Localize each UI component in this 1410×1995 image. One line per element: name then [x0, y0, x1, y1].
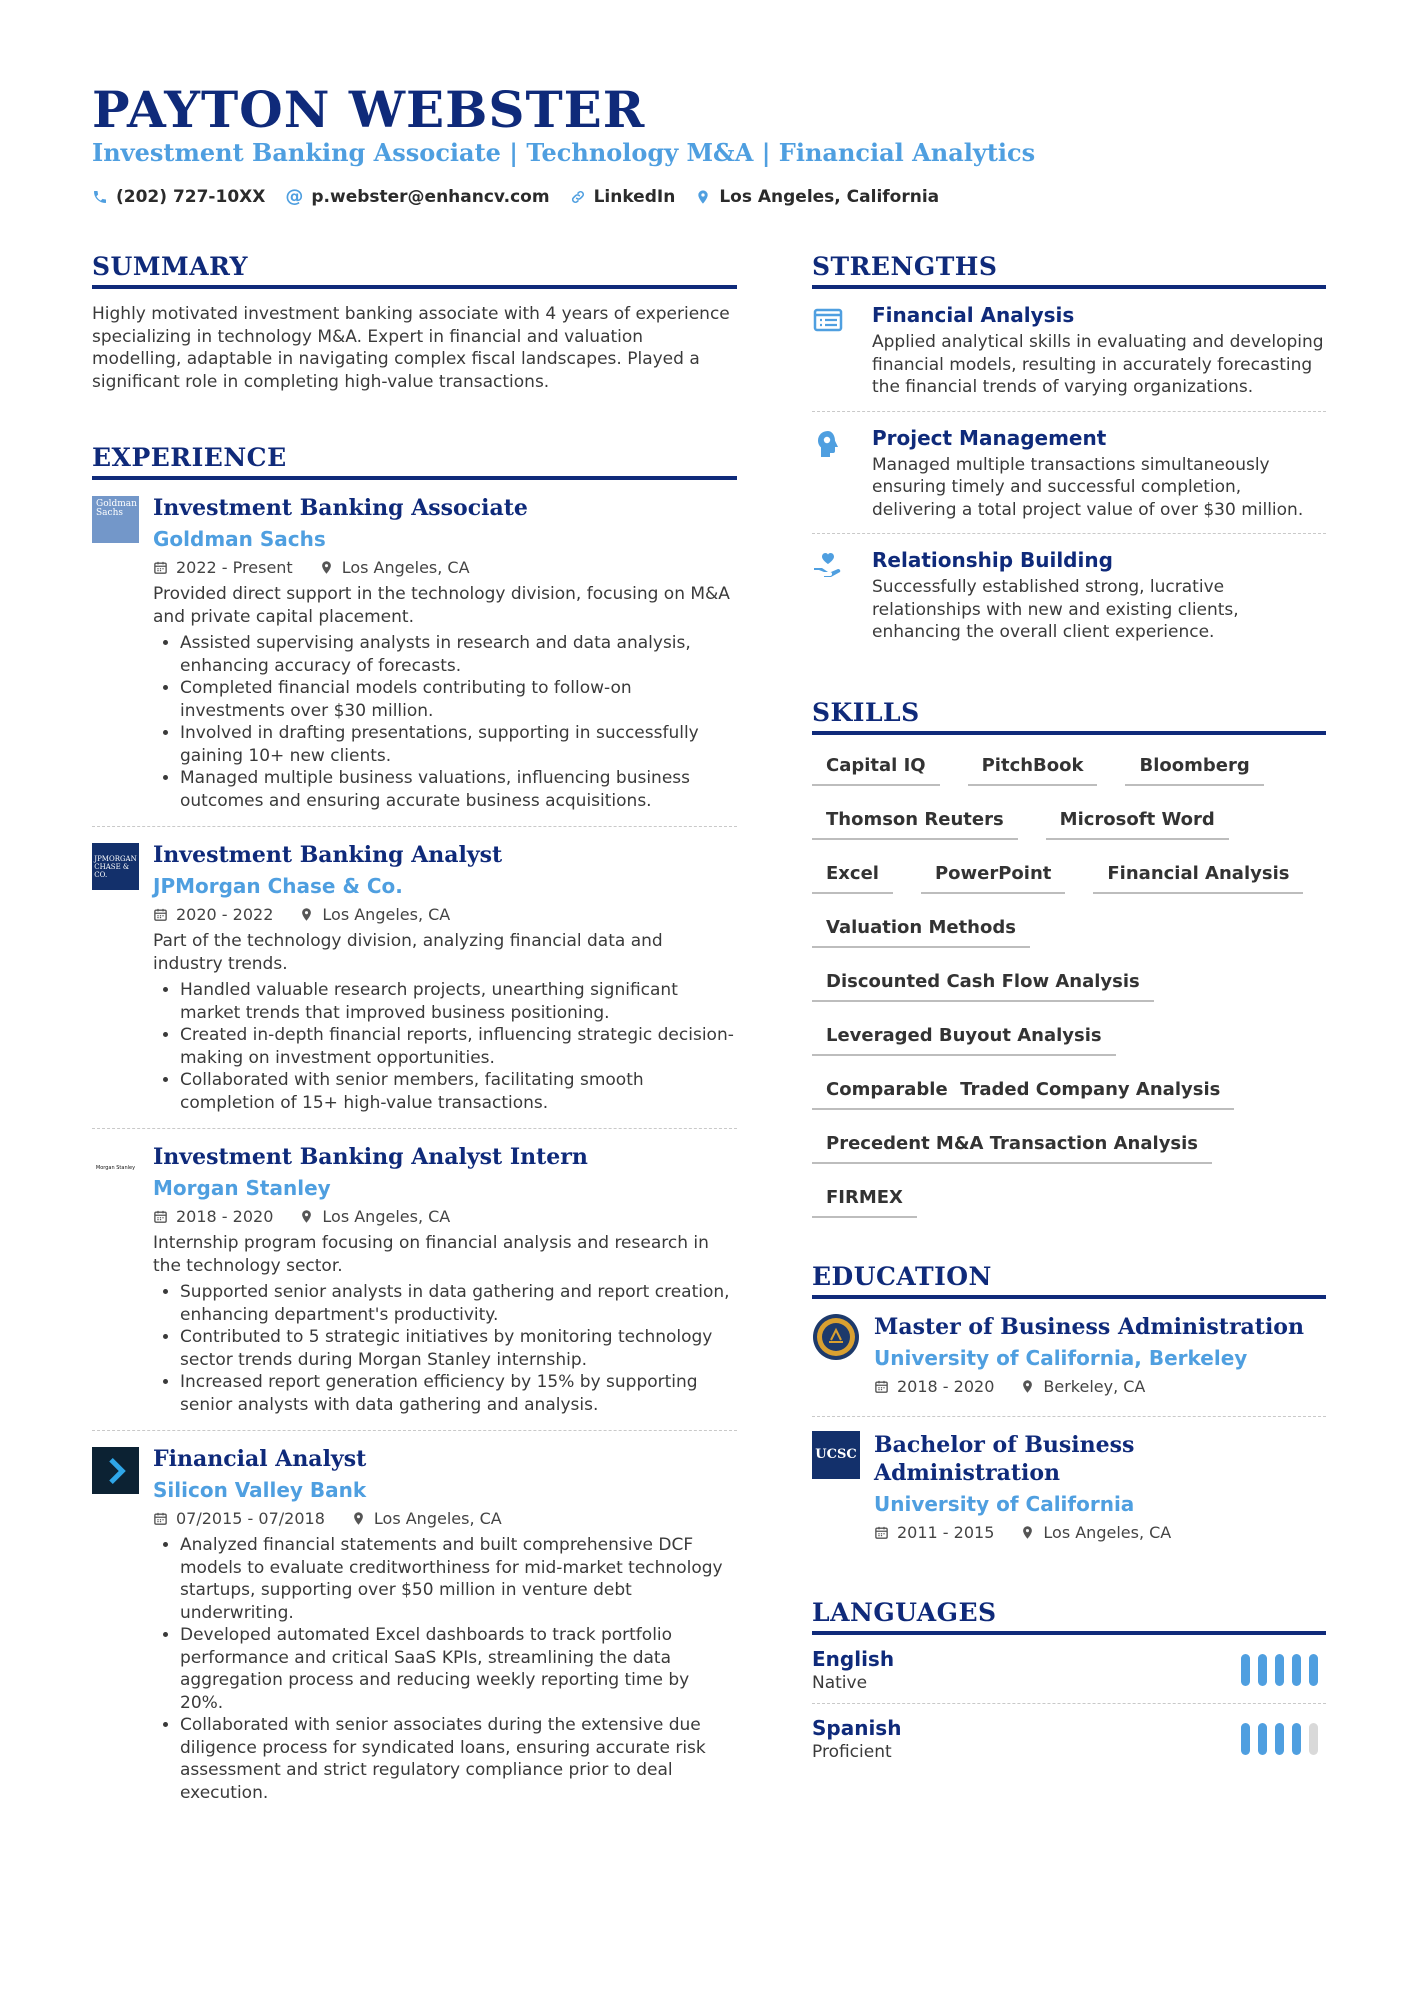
date-range: 07/2015 - 07/2018: [176, 1509, 325, 1528]
candidate-name: PAYTON WEBSTER: [92, 80, 646, 139]
strength-text: Managed multiple transactions simultaneously ensuring timely and successful completion, delivering a total project value of over $30 million.: [872, 454, 1304, 520]
date-range: 2011 - 2015: [897, 1522, 995, 1542]
education-title: EDUCATION: [812, 1262, 1326, 1299]
location-pin-icon: [351, 1511, 366, 1526]
education-meta: [874, 1377, 1304, 1396]
location-pin-icon: [1020, 1525, 1035, 1540]
skill-tag: PowerPoint: [921, 863, 1065, 894]
skill-tag: Thomson Reuters: [812, 809, 1018, 840]
strength-title: Project Management: [872, 425, 1107, 450]
date-range: 2020 - 2022: [176, 905, 274, 924]
company-name: Silicon Valley Bank: [153, 1478, 367, 1502]
bullet-item: • Increased report generation efficiency by 15% by supporting senior analysts with data gathering and analysis.: [180, 1371, 737, 1416]
summary-section: [92, 252, 737, 393]
hand-heart-icon: [812, 550, 844, 582]
skill-tag: Capital IQ: [812, 755, 940, 786]
strengths-section: [812, 252, 1326, 656]
skills-section: [812, 698, 1326, 1218]
rating-bar: [1309, 1654, 1318, 1686]
rating-bar: [1309, 1723, 1318, 1755]
calendar-icon: [874, 1525, 889, 1540]
role-title: Investment Banking Analyst: [153, 842, 503, 868]
location-pin-icon: [695, 189, 711, 205]
chevron-right-icon: [101, 1456, 131, 1486]
bullet-item: • Collaborated with senior associates during the extensive due diligence process for syndicated loans, ensuring accurate risk assessment and strict regulatory compliance prior to deal execution.: [180, 1714, 737, 1804]
rating-bar: [1258, 1654, 1267, 1686]
language-item: [812, 1635, 1326, 1704]
rating-bar: [1275, 1654, 1284, 1686]
jpmorgan-logo: JPMORGAN CHASE & CO.: [92, 843, 139, 890]
language-rating: [1241, 1654, 1318, 1686]
job-description: Part of the technology division, analyzing financial data and industry trends.: [153, 931, 663, 974]
role-title: Financial Analyst: [153, 1446, 367, 1472]
language-name: English: [812, 1646, 895, 1671]
education-item: [812, 1299, 1326, 1417]
role-title: Investment Banking Analyst Intern: [153, 1144, 588, 1170]
strength-title: Relationship Building: [872, 548, 1113, 572]
calendar-icon: [153, 907, 168, 922]
skill-tag: Valuation Methods: [812, 917, 1030, 948]
experience-section: [92, 443, 737, 1818]
job-description: Internship program focusing on financial analysis and research in the technology sector.: [153, 1233, 709, 1276]
skill-tag: Microsoft Word: [1046, 809, 1229, 840]
experience-item: [92, 480, 737, 827]
calendar-icon: [153, 560, 168, 575]
company-name: Morgan Stanley: [153, 1176, 331, 1200]
job-location: Los Angeles, CA: [373, 1509, 502, 1528]
company-name: Goldman Sachs: [153, 527, 326, 551]
degree-title: Bachelor of Business Administration: [874, 1431, 1135, 1486]
company-name: JPMorgan Chase & Co.: [153, 874, 403, 898]
degree-title: Master of Business Administration: [874, 1313, 1304, 1340]
skill-tag: Leveraged Buyout Analysis: [812, 1025, 1116, 1056]
school-location: Berkeley, CA: [1043, 1376, 1146, 1396]
experience-title: EXPERIENCE: [92, 443, 737, 480]
location-pin-icon: [299, 907, 314, 922]
list-icon: [812, 305, 844, 337]
skill-tag: Excel: [812, 863, 893, 894]
education-section: [812, 1262, 1326, 1562]
skill-tag: FIRMEX: [812, 1187, 917, 1218]
languages-section: [812, 1598, 1326, 1772]
language-rating: [1241, 1723, 1318, 1755]
ucsc-logo: UCSC: [812, 1431, 860, 1479]
rating-bar: [1292, 1654, 1301, 1686]
language-level: Native: [812, 1672, 868, 1693]
calendar-icon: [874, 1379, 889, 1394]
skill-tag: PitchBook: [968, 755, 1098, 786]
experience-meta: [153, 558, 737, 577]
rating-bar: [1275, 1723, 1284, 1755]
school-location: Los Angeles, CA: [1043, 1522, 1172, 1542]
phone-contact[interactable]: [92, 187, 265, 207]
experience-item: [92, 1129, 737, 1431]
phone-icon: [92, 189, 108, 205]
role-title: Investment Banking Associate: [153, 495, 528, 521]
bullet-item: • Supported senior analysts in data gathering and report creation, enhancing department's productivity.: [180, 1281, 737, 1326]
skills-list: [812, 755, 1326, 1218]
bullet-item: • Handled valuable research projects, unearthing significant market trends that improved business positioning.: [180, 979, 737, 1024]
experience-meta: [153, 1509, 737, 1528]
strength-title: Financial Analysis: [872, 303, 1075, 327]
strength-text: Applied analytical skills in evaluating and developing financial models, resulting in accurately forecasting the financial trends of varying organizations.: [872, 332, 1324, 397]
experience-item: [92, 827, 737, 1129]
morgan-stanley-logo: Morgan Stanley: [92, 1145, 139, 1192]
rating-bar: [1258, 1723, 1267, 1755]
job-location: Los Angeles, CA: [341, 558, 470, 577]
bullet-item: • Completed financial models contributing to follow-on investments over $30 million.: [180, 677, 737, 722]
candidate-subtitle: Investment Banking Associate | Technology M&A | Financial Analytics: [92, 138, 1036, 167]
strength-item: [812, 534, 1326, 656]
job-bullets: [153, 1534, 737, 1804]
date-range: 2018 - 2020: [176, 1207, 274, 1226]
job-bullets: [153, 632, 737, 812]
bullet-item: • Contributed to 5 strategic initiatives by monitoring technology sector trends during Morgan Stanley internship.: [180, 1326, 737, 1371]
strength-text: Successfully established strong, lucrative relationships with new and existing clients, enhancing the overall client experience.: [872, 577, 1239, 642]
language-item: [812, 1704, 1326, 1772]
goldman-sachs-logo: Goldman Sachs: [92, 496, 139, 543]
experience-meta: [153, 905, 737, 924]
location-pin-icon: [319, 560, 334, 575]
head-icon: [812, 428, 844, 460]
bullet-item: • Involved in drafting presentations, supporting in successfully gaining 10+ new clients.: [180, 722, 737, 767]
bullet-item: • Developed automated Excel dashboards to track portfolio performance and critical SaaS KPIs, streamlining the data aggregation process and reducing weekly reporting time by 20%.: [180, 1624, 737, 1714]
skill-tag: Discounted Cash Flow Analysis: [812, 971, 1154, 1002]
skill-tag: Precedent M&A Transaction Analysis: [812, 1133, 1212, 1164]
phone-text: (202) 727-10XX: [116, 186, 266, 207]
skill-tag: Comparable Traded Company Analysis: [812, 1079, 1234, 1110]
job-location: Los Angeles, CA: [322, 1207, 451, 1226]
strength-item: [812, 289, 1326, 412]
bullet-item: • Analyzed financial statements and built comprehensive DCF models to evaluate creditworthiness for mid-market technology startups, supporting over $50 million in venture debt underwriting.: [180, 1534, 737, 1624]
job-bullets: [153, 1281, 737, 1416]
strength-item: [812, 412, 1326, 535]
rating-bar: [1241, 1654, 1250, 1686]
language-level: Proficient: [812, 1741, 892, 1762]
university-seal-icon: [812, 1313, 860, 1361]
skill-tag: Bloomberg: [1125, 755, 1263, 786]
location-text: Los Angeles, California: [719, 186, 940, 207]
left-column: [92, 252, 737, 1818]
school-name: University of California, Berkeley: [874, 1345, 1248, 1370]
bullet-item: • Created in-depth financial reports, influencing strategic decision-making on investment opportunities.: [180, 1024, 737, 1069]
school-name: University of California: [874, 1491, 1135, 1516]
linkedin-contact[interactable]: [570, 187, 676, 207]
language-name: Spanish: [812, 1715, 902, 1740]
calendar-icon: [153, 1511, 168, 1526]
right-column: [812, 252, 1326, 1772]
skill-tag: Financial Analysis: [1093, 863, 1303, 894]
email-contact[interactable]: [285, 186, 549, 207]
job-description: Provided direct support in the technology division, focusing on M&A and private capital placement.: [153, 584, 730, 627]
rating-bar: [1292, 1723, 1301, 1755]
bullet-item: • Collaborated with senior members, facilitating smooth completion of 15+ high-value transactions.: [180, 1069, 737, 1114]
job-bullets: [153, 979, 737, 1114]
experience-meta: [153, 1207, 737, 1226]
date-range: 2022 - Present: [176, 558, 293, 577]
bullet-item: • Managed multiple business valuations, influencing business outcomes and ensuring accurate business acquisitions.: [180, 767, 737, 812]
at-icon: @: [285, 186, 304, 207]
calendar-icon: [153, 1209, 168, 1224]
summary-text: Highly motivated investment banking associate with 4 years of experience specializing in technology M&A. Expert in financial and valuation modelling, adaptable in navigating complex fiscal landscapes. Played a significant role in completing high-value transactions.: [92, 304, 730, 392]
contact-bar: [92, 186, 939, 207]
summary-title: SUMMARY: [92, 252, 737, 289]
location-pin-icon: [1020, 1379, 1035, 1394]
education-meta: [874, 1523, 1326, 1542]
date-range: 2018 - 2020: [897, 1376, 995, 1396]
languages-title: LANGUAGES: [812, 1598, 1326, 1635]
rating-bar: [1241, 1723, 1250, 1755]
email-text: p.webster@enhancv.com: [311, 186, 550, 207]
strengths-title: STRENGTHS: [812, 252, 1326, 289]
education-item: [812, 1417, 1326, 1562]
location-pin-icon: [299, 1209, 314, 1224]
bullet-item: • Assisted supervising analysts in research and data analysis, enhancing accuracy of forecasts.: [180, 632, 737, 677]
location-contact: [695, 187, 939, 207]
experience-item: [92, 1431, 737, 1818]
silicon-valley-bank-logo: [92, 1447, 139, 1494]
job-location: Los Angeles, CA: [322, 905, 451, 924]
linkedin-text: LinkedIn: [593, 186, 676, 207]
skills-title: SKILLS: [812, 698, 1326, 735]
link-icon: [570, 189, 586, 205]
